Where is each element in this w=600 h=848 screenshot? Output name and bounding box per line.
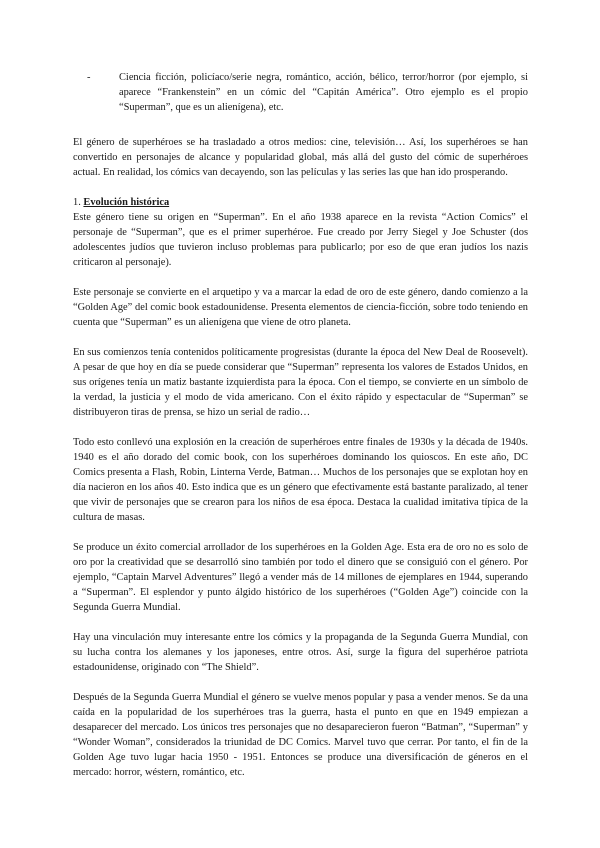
paragraph-3: En sus comienzos tenía contenidos políticamente progresistas (durante la época del New Deal de Roosevelt). A pesar de que hoy en día se puede considerar que “Superman” representa los valores de Estados Unidos, en sus orígenes tenía un matiz bastante izquierdista para la época. Con el tiempo, se convierte en un símbolo de la verdad, la justicia y el modo de vida americano. Con el éxito rápido y espectacular de “Superman” se distribuyeron tiras de prensa, se hizo un serial de radio… (73, 347, 528, 418)
bullet-text: Ciencia ficción, policíaco/serie negra, romántico, acción, bélico, terror/horror (por ejemplo, si aparece “Frankenstein” en un cómic del “Capitán América”. Otro ejemplo es el propio “Superman”, que es un alienígena), etc. (119, 72, 528, 113)
paragraph-6: Hay una vinculación muy interesante entre los cómics y la propaganda de la Segunda Guerra Mundial, con su lucha contra los alemanes y los japoneses, entre otros. Así, surge la figura del superhéroe patriota estadounidense, originado con “The Shield”. (73, 632, 528, 673)
bullet-dash: - (87, 72, 91, 83)
paragraph-4: Todo esto conllevó una explosión en la creación de superhéroes entre finales de 1930s y la década de 1940s. 1940 es el año dorado del comic book, con los superhéroes dominando los quioscos. En este año, DC Comics presenta a Flash, Robin, Linterna Verde, Batman… Muchos de los personajes que se explotan hoy en día nacieron en los años 40. Esto indica que es un género que efectivamente está bastante paralizado, al tener que vivir de personajes que se crearon para los niños de esa época. Destaca la cualidad imitativa típica de la cultura de masas. (73, 437, 528, 523)
paragraph-7: Después de la Segunda Guerra Mundial el género se vuelve menos popular y pasa a vender menos. Se da una caída en la popularidad de los superhéroes tras la guerra, hasta el punto en que en 1949 empiezan a desaparecer del mercado. Los únicos tres personajes que no desaparecieron fueron “Batman”, “Superman” y “Wonder Woman”, considerados la triunidad de DC Comics. Marvel tuvo que cerrar. Por tanto, el fin de la Golden Age tuvo lugar hacia 1950 - 1951. Entonces se produce una diversificación de géneros en el mercado: horror, wéstern, romántico, etc. (73, 692, 528, 778)
paragraph-2: Este personaje se convierte en el arquetipo y va a marcar la edad de oro de este género, dando comienzo a la “Golden Age” del comic book estadounidense. Presenta elementos de ciencia-ficción, sobre todo teniendo en cuenta que “Superman” es un alienígena que viene de otro planeta. (73, 287, 528, 328)
intro-paragraph: El género de superhéroes se ha trasladado a otros medios: cine, televisión… Así, los superhéroes se han convertido en personajes de alcance y popularidad global, más allá del gusto del cómic de superhéroes actual. En realidad, los cómics van decayendo, son las películas y las series las que han ido prosperando. (73, 137, 528, 178)
section-title: Evolución histórica (83, 197, 170, 208)
bullet-list-item (87, 70, 528, 115)
page-content (73, 70, 528, 795)
paragraph-1: Este género tiene su origen en “Superman”. En el año 1938 aparece en la revista “Action Comics” el personaje de “Superman”, que es el primer superhéroe. Fue creado por Jerry Siegel y Joe Schuster (dos adolescentes judíos que tuvieron incluso problemas para publicarlo; por eso de que eran judíos los nazis criticaron al personaje). (73, 212, 528, 268)
section-number: 1. (73, 197, 81, 208)
paragraph-5: Se produce un éxito comercial arrollador de los superhéroes en la Golden Age. Esta era de oro no es solo de oro por la creatividad que se desarrolló sino también por todo el dinero que se consiguió con el género. Por ejemplo, “Captain Marvel Adventures” llegó a vender más de 14 millones de ejemplares en 1944, superando a “Superman”. El esplendor y punto álgido histórico de los superhéroes (“Golden Age”) coincide con la Segunda Guerra Mundial. (73, 542, 528, 613)
section-heading (73, 195, 528, 210)
